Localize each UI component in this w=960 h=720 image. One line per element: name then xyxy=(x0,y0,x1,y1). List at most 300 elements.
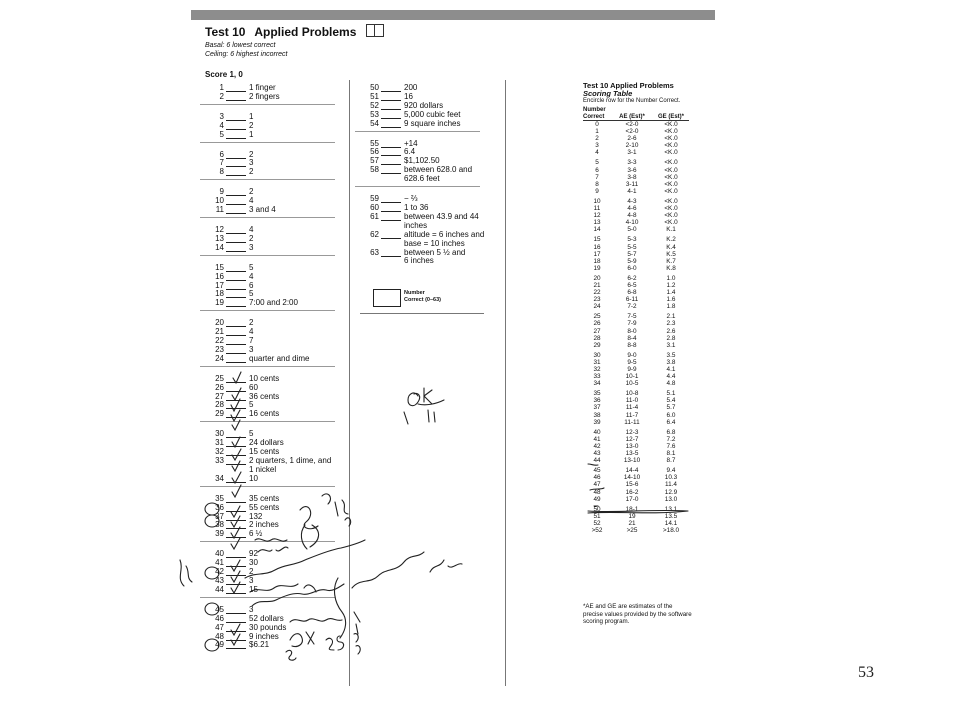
correct-answer: − ⅔ xyxy=(404,194,418,204)
ae-cell: 6-0 xyxy=(627,264,637,272)
item-number: 48 xyxy=(215,631,224,641)
check-mark xyxy=(231,516,240,527)
correct-answer: 3 xyxy=(249,604,254,614)
item-number: 47 xyxy=(215,622,224,632)
item-number: 20 xyxy=(215,318,224,328)
ceiling-rule: Ceiling: 6 highest incorrect xyxy=(205,51,288,58)
ae-cell: 10-5 xyxy=(625,380,639,388)
correct-answer: 30 pounds xyxy=(249,622,287,632)
item-number: 40 xyxy=(215,549,224,559)
ge-cell: >18.0 xyxy=(662,526,680,534)
number-correct-cell: 26 xyxy=(593,320,601,328)
ge-cell: <K.0 xyxy=(664,159,678,167)
correct-answer: between 5 ½ and xyxy=(404,247,466,257)
ae-cell: 10-1 xyxy=(625,373,639,381)
handwritten-note xyxy=(300,494,351,529)
ae-cell: 9-5 xyxy=(627,358,637,366)
item-number: 28 xyxy=(215,400,224,410)
ge-cell: K.1 xyxy=(666,226,676,234)
number-correct-cell: 23 xyxy=(593,296,601,304)
correct-answer: 2 fingers xyxy=(249,91,280,101)
ge-cell: 10.3 xyxy=(664,474,678,482)
number-correct-cell: 28 xyxy=(593,334,601,342)
ae-cell: 19 xyxy=(628,512,636,520)
ae-cell: 21 xyxy=(628,519,636,527)
number-correct-cell: 18 xyxy=(593,257,601,265)
correct-answer: 6 ½ xyxy=(249,529,263,539)
correct-answer: 30 xyxy=(249,558,258,568)
scoring-table-title: Test 10 Applied Problems xyxy=(583,81,674,90)
number-correct-cell: 6 xyxy=(595,166,599,174)
correct-answer: 10 cents xyxy=(249,373,280,383)
correct-answer: 15 cents xyxy=(249,447,280,457)
circle-mark xyxy=(205,515,219,527)
ge-cell: K.7 xyxy=(666,257,676,265)
number-correct-cell: 35 xyxy=(593,390,601,398)
number-correct-cell: 42 xyxy=(593,442,601,450)
item-number: 55 xyxy=(370,138,379,148)
number-correct-cell: 20 xyxy=(593,274,601,282)
correct-answer: 55 cents xyxy=(249,502,280,512)
correct-answer: 4 xyxy=(249,327,254,337)
header-ge: GE (Est)* xyxy=(653,107,689,121)
handwritten-note xyxy=(252,584,344,606)
correct-answer: 3 xyxy=(249,242,254,252)
item-number: 32 xyxy=(215,447,224,457)
ge-cell: 12.9 xyxy=(664,488,678,496)
correct-answer: 2 xyxy=(249,149,254,159)
ae-cell: 5-0 xyxy=(627,226,637,234)
ae-cell: 7-2 xyxy=(627,303,637,311)
item-number: 16 xyxy=(215,271,224,281)
ae-cell: 11-11 xyxy=(624,418,640,426)
scoring-table-instruction: Encircle row for the Number Correct. xyxy=(583,98,681,104)
number-correct-cell: >52 xyxy=(591,526,603,534)
ge-cell: 1.8 xyxy=(666,303,676,311)
number-correct-cell: 2 xyxy=(595,135,599,143)
correct-answer: 60 xyxy=(249,382,258,392)
number-correct-cell: 0 xyxy=(595,121,599,128)
ge-cell: 3.8 xyxy=(666,358,676,366)
item-number: 9 xyxy=(219,187,224,197)
correct-answer: inches xyxy=(404,220,428,230)
ae-cell: 6-8 xyxy=(627,289,637,297)
ae-cell: 12-7 xyxy=(625,435,639,443)
correct-answer: 132 xyxy=(249,511,263,521)
item-number: 30 xyxy=(215,429,224,439)
ae-cell: 13-5 xyxy=(625,450,639,458)
correct-answer: 4 xyxy=(249,196,254,206)
correct-answer: 5 xyxy=(249,262,254,272)
ge-cell: K.2 xyxy=(666,236,676,244)
handwritten-note xyxy=(250,584,316,592)
correct-answer: 2 xyxy=(249,318,254,328)
check-mark xyxy=(232,388,241,400)
number-correct-cell: 52 xyxy=(593,519,601,527)
number-correct-cell: 31 xyxy=(593,358,601,366)
ge-cell: <K.0 xyxy=(664,121,678,128)
item-number: 11 xyxy=(215,205,224,215)
check-mark xyxy=(231,410,240,421)
ge-cell: 11.4 xyxy=(665,481,677,489)
correct-answer: 2 xyxy=(249,233,254,243)
item-number: 6 xyxy=(219,149,224,159)
item-number: 36 xyxy=(215,502,224,512)
number-correct-cell: 17 xyxy=(593,250,601,258)
number-correct-cell: 51 xyxy=(593,512,601,520)
item-number: 22 xyxy=(215,336,224,346)
number-correct-cell: 49 xyxy=(593,495,601,503)
ae-cell: 4-6 xyxy=(627,205,637,213)
item-number: 45 xyxy=(215,604,224,614)
item-number: 8 xyxy=(219,167,224,177)
handwritten-note xyxy=(290,632,314,647)
item-number: 24 xyxy=(215,353,224,363)
ae-cell: >25 xyxy=(626,526,638,534)
number-correct-cell: 43 xyxy=(593,450,601,458)
handwritten-note xyxy=(258,547,288,552)
ae-cell: 3-8 xyxy=(627,173,637,181)
correct-answer: between 43.9 and 44 xyxy=(404,211,479,221)
ae-cell: 5-5 xyxy=(627,243,637,251)
item-number: 13 xyxy=(215,233,224,243)
check-mark xyxy=(231,538,240,549)
ge-cell: <K.0 xyxy=(664,166,678,174)
ae-cell: 6-2 xyxy=(627,274,637,282)
number-correct-cell: 16 xyxy=(593,243,601,251)
correct-answer: 2 xyxy=(249,567,254,577)
circle-mark xyxy=(205,503,219,515)
handwritten-note xyxy=(180,560,192,586)
item-number: 54 xyxy=(370,118,379,128)
item-number: 58 xyxy=(370,165,379,175)
encircle-row-line xyxy=(588,510,688,513)
ae-cell: 17-0 xyxy=(625,495,639,503)
ge-cell: 1.0 xyxy=(666,274,676,282)
ge-cell: <K.0 xyxy=(664,205,678,213)
ae-cell: 3-6 xyxy=(627,166,637,174)
correct-answer: 1 xyxy=(249,111,254,121)
handwritten-note xyxy=(290,619,342,622)
ge-cell: <K.0 xyxy=(664,180,678,188)
ge-cell: 2.3 xyxy=(666,320,676,328)
ge-cell: 5.1 xyxy=(666,390,676,398)
number-correct-cell: 13 xyxy=(593,219,601,227)
ae-cell: <2-0 xyxy=(625,121,639,128)
ae-cell: 11-7 xyxy=(625,411,639,419)
number-correct-cell: 41 xyxy=(593,435,601,443)
correct-answer: 5 xyxy=(249,429,254,439)
correct-answer: 2 quarters, 1 dime, and xyxy=(249,456,332,465)
ae-cell: 16-2 xyxy=(625,488,639,496)
ge-cell: K.5 xyxy=(666,250,676,258)
handwritten-marks xyxy=(404,410,435,424)
ge-cell: 1.6 xyxy=(666,296,676,304)
item-number: 34 xyxy=(215,473,224,483)
correct-answer: 52 dollars xyxy=(249,613,284,623)
correct-answer: 1 to 36 xyxy=(404,202,429,212)
item-number: 17 xyxy=(215,280,224,290)
ge-cell: 14.1 xyxy=(664,519,678,527)
number-correct-cell: 38 xyxy=(593,411,601,419)
correct-answer: 5,000 cubic feet xyxy=(404,109,461,119)
item-number: 50 xyxy=(370,83,379,92)
ge-cell: 8.1 xyxy=(666,450,676,458)
number-correct-cell: 1 xyxy=(595,128,599,136)
number-correct-cell: 32 xyxy=(593,366,601,373)
ge-cell: 5.7 xyxy=(666,404,676,412)
ge-cell: 9.4 xyxy=(666,467,676,475)
header-ae: AE (Est)* xyxy=(611,107,653,121)
correct-answer: 4 xyxy=(249,224,254,234)
ae-cell: 18-1 xyxy=(625,505,639,513)
ae-cell: 14-10 xyxy=(623,474,641,482)
item-number: 19 xyxy=(215,298,224,308)
item-number: 44 xyxy=(215,584,224,594)
correct-answer: 6.4 xyxy=(404,147,416,157)
correct-answer: quarter and dime xyxy=(249,353,310,363)
ae-cell: 4-3 xyxy=(627,197,637,205)
ae-cell: 3-1 xyxy=(627,149,637,157)
check-mark xyxy=(231,527,240,538)
number-correct-cell: 29 xyxy=(593,341,601,349)
number-correct-cell: 34 xyxy=(593,380,601,388)
ae-cell: 4-10 xyxy=(625,219,639,227)
circle-mark xyxy=(205,639,219,651)
item-number: 31 xyxy=(215,438,224,448)
number-correct-cell: 22 xyxy=(593,289,601,297)
check-mark xyxy=(231,571,240,582)
ge-cell: 3.1 xyxy=(666,341,676,349)
correct-answer: between 628.0 and xyxy=(404,165,473,175)
check-mark xyxy=(231,582,240,593)
correct-answer: +14 xyxy=(404,138,418,148)
handwritten-note xyxy=(255,539,287,541)
page-number: 53 xyxy=(858,664,874,681)
ge-cell: <K.0 xyxy=(664,212,678,220)
correct-answer: 24 dollars xyxy=(249,438,284,448)
check-mark xyxy=(232,449,241,460)
item-number: 7 xyxy=(219,158,224,168)
correct-answer: 2 xyxy=(249,120,254,130)
correct-answer: 3 xyxy=(249,344,254,354)
correct-answer: 920 dollars xyxy=(404,100,444,110)
handwritten-note xyxy=(245,540,365,578)
ae-cell: 6-11 xyxy=(625,296,639,304)
score-label: Score 1, 0 xyxy=(205,70,243,79)
number-correct-cell: 12 xyxy=(593,212,601,220)
handwritten-note xyxy=(354,634,360,654)
handwritten-note xyxy=(354,612,360,634)
ge-cell: <K.0 xyxy=(664,142,678,150)
correct-answer: 10 xyxy=(249,473,258,483)
handwritten-tick xyxy=(588,464,604,506)
ae-cell: 3-3 xyxy=(627,159,637,167)
ge-cell: 6.0 xyxy=(666,411,676,419)
item-number: 49 xyxy=(215,640,224,650)
item-number: 27 xyxy=(215,391,224,401)
number-correct-cell: 47 xyxy=(593,481,601,489)
correct-answer: 5 xyxy=(249,400,254,410)
ae-cell: 2-6 xyxy=(627,135,637,143)
number-correct-cell: 30 xyxy=(593,351,601,359)
item-number: 2 xyxy=(219,91,224,101)
ae-cell: 11-0 xyxy=(625,397,639,405)
test-number: Test 10 xyxy=(205,25,246,39)
item-number: 3 xyxy=(219,111,224,121)
item-number: 43 xyxy=(215,575,224,585)
handwritten-ok xyxy=(408,388,444,406)
ge-cell: 13.0 xyxy=(664,495,678,503)
number-correct-cell: 39 xyxy=(593,418,601,426)
ge-cell: 6.4 xyxy=(666,418,676,426)
item-number: 53 xyxy=(370,109,379,119)
number-correct-cell: 44 xyxy=(593,457,601,465)
correct-answer: 16 cents xyxy=(249,409,280,419)
check-mark xyxy=(232,420,240,430)
correct-answer: 1 finger xyxy=(249,83,276,92)
ge-cell: <K.0 xyxy=(664,149,678,157)
item-number: 35 xyxy=(215,493,224,503)
ge-cell: <K.0 xyxy=(664,197,678,205)
check-mark xyxy=(232,437,240,447)
ae-cell: 5-9 xyxy=(627,257,637,265)
handwritten-note xyxy=(286,650,296,660)
correct-answer: 7 xyxy=(249,336,254,346)
ge-cell: 4.8 xyxy=(666,380,676,388)
ge-cell: <K.0 xyxy=(664,173,678,181)
correct-answer: 9 inches xyxy=(249,631,279,641)
item-number: 39 xyxy=(215,529,224,539)
number-correct-cell: 45 xyxy=(593,467,601,475)
ae-cell: 8-8 xyxy=(627,341,637,349)
handwritten-note xyxy=(326,636,344,650)
correct-answer: 9 square inches xyxy=(404,118,461,128)
correct-answer: 15 xyxy=(249,584,258,594)
correct-answer: $6.21 xyxy=(249,640,270,650)
correct-answer: 5 xyxy=(249,289,254,299)
check-mark xyxy=(232,485,241,497)
ge-cell: <K.0 xyxy=(664,128,678,136)
number-correct-label-line2: Correct (0–63) xyxy=(404,297,441,303)
number-correct-cell: 3 xyxy=(595,142,599,150)
ae-cell: 13-0 xyxy=(625,442,639,450)
ae-cell: 8-0 xyxy=(627,327,637,335)
item-number: 33 xyxy=(215,456,224,465)
ae-cell: 12-3 xyxy=(625,428,639,436)
item-number: 51 xyxy=(370,91,379,101)
ae-cell: 2-10 xyxy=(625,142,639,150)
number-correct-cell: 36 xyxy=(593,397,601,405)
correct-answer: 6 xyxy=(249,280,254,290)
correct-answer: 35 cents xyxy=(249,493,280,503)
ae-cell: 4-8 xyxy=(627,212,637,220)
ae-cell: 7-9 xyxy=(627,320,637,328)
ae-cell: 13-10 xyxy=(623,457,641,465)
correct-answer: $1,102.50 xyxy=(404,156,440,166)
item-number: 57 xyxy=(370,156,379,166)
circle-mark xyxy=(205,603,219,615)
ge-cell: 1.4 xyxy=(666,289,676,297)
number-correct-cell: 8 xyxy=(595,180,599,188)
number-correct-cell: 19 xyxy=(593,264,601,272)
correct-answer: 2 xyxy=(249,167,254,177)
item-number: 42 xyxy=(215,567,224,577)
correct-answer: 3 xyxy=(249,575,254,585)
number-correct-cell: 7 xyxy=(595,173,599,181)
correct-answer: 6 inches xyxy=(404,256,434,266)
correct-answer: 2 inches xyxy=(249,520,279,530)
ge-cell: 13.1 xyxy=(664,505,678,513)
item-number: 12 xyxy=(215,224,224,234)
scoring-footnote: *AE and GE are estimates of the precise values provided by the software scoring program. xyxy=(583,603,692,625)
handwritten-note xyxy=(352,552,462,588)
number-correct-cell: 46 xyxy=(593,474,601,482)
number-correct-cell: 10 xyxy=(593,197,601,205)
item-number: 63 xyxy=(370,247,379,257)
check-mark xyxy=(231,634,240,645)
ge-cell: 7.2 xyxy=(666,435,676,443)
item-number: 18 xyxy=(215,289,224,299)
correct-answer: 92 xyxy=(249,549,258,559)
check-mark xyxy=(232,461,240,471)
ge-cell: 13.5 xyxy=(664,512,678,520)
number-correct-cell: 11 xyxy=(593,205,601,213)
correct-answer: 3 and 4 xyxy=(249,205,276,215)
item-number: 1 xyxy=(219,83,224,92)
ge-cell: 7.6 xyxy=(666,442,676,450)
correct-answer: base = 10 inches xyxy=(404,238,465,248)
number-correct-cell: 9 xyxy=(595,187,599,195)
correct-answer: 628.6 feet xyxy=(404,174,440,184)
check-mark xyxy=(233,372,241,383)
basal-rule: Basal: 6 lowest correct xyxy=(205,42,276,49)
ge-cell: 4.4 xyxy=(666,373,676,381)
ge-cell: 1.2 xyxy=(666,281,676,289)
number-correct-cell: 33 xyxy=(593,373,601,381)
ge-cell: <K.0 xyxy=(664,187,678,195)
correct-answer: 36 cents xyxy=(249,391,280,401)
number-correct-cell: 48 xyxy=(593,488,601,496)
item-number: 37 xyxy=(215,511,224,521)
number-correct-cell: 40 xyxy=(593,428,601,436)
ge-cell: 4.1 xyxy=(666,366,676,373)
item-number: 21 xyxy=(215,327,224,337)
item-number: 5 xyxy=(219,129,224,139)
number-correct-cell: 5 xyxy=(595,159,599,167)
header-number-correct: Number Correct xyxy=(583,107,611,121)
scoring-table-subtitle: Scoring Table xyxy=(583,89,633,98)
item-number: 10 xyxy=(215,196,224,206)
ae-cell: 9-9 xyxy=(627,366,637,373)
ae-cell: 11-4 xyxy=(625,404,639,412)
item-number: 26 xyxy=(215,382,224,392)
check-mark xyxy=(231,624,240,635)
item-number: 25 xyxy=(215,373,224,383)
ge-cell: 6.8 xyxy=(666,428,676,436)
ge-cell: 2.6 xyxy=(666,327,676,335)
number-correct-cell: 25 xyxy=(593,313,601,321)
ae-cell: 8-4 xyxy=(627,334,637,342)
ae-cell: 9-0 xyxy=(627,351,637,359)
item-number: 4 xyxy=(219,120,224,130)
ae-cell: 5-7 xyxy=(627,250,637,258)
test-name: Applied Problems xyxy=(254,25,357,39)
correct-answer: 200 xyxy=(404,83,418,92)
item-number: 52 xyxy=(370,100,379,110)
correct-answer: 16 xyxy=(404,91,413,101)
ae-cell: 3-11 xyxy=(625,180,639,188)
